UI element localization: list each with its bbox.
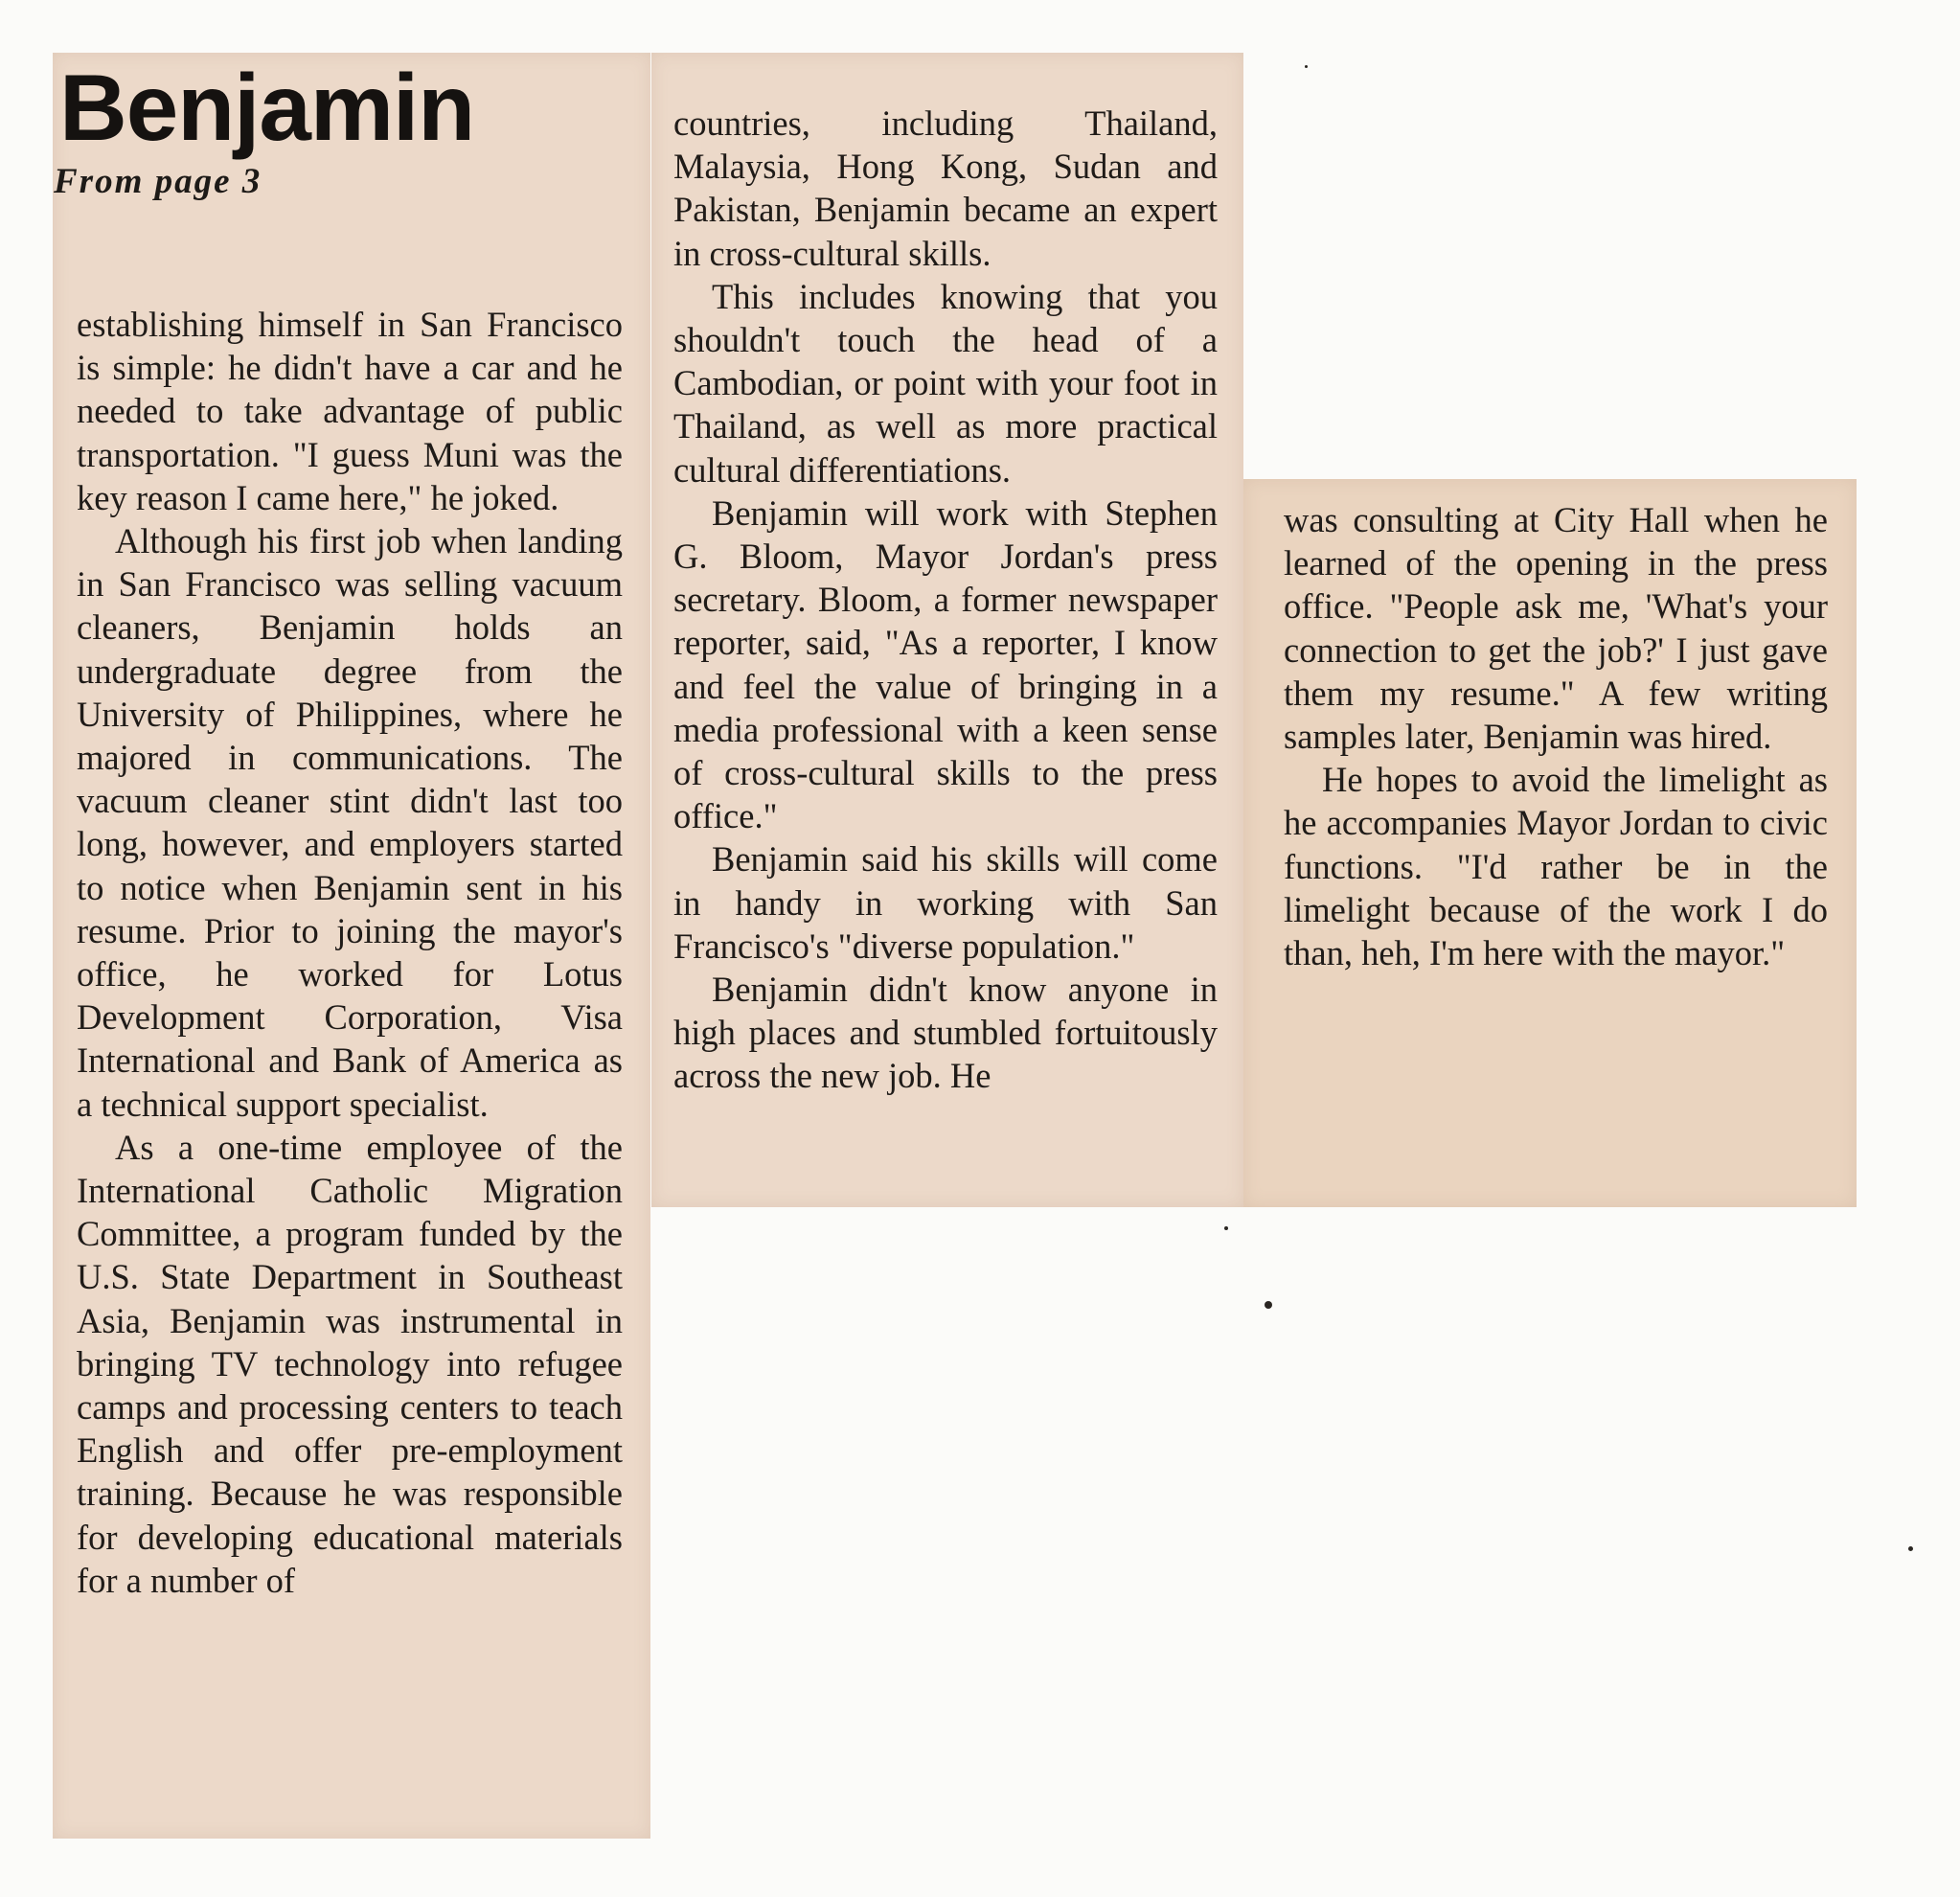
column-2-paragraph-3: Benjamin will work with Stephen G. Bloom, Mayor Jordan's press secretary. Bloom, a former newspaper reporter, said, "As a reporter, I know and feel the value of bringing in a media professional with a keen sense of cross-cultural skills to the press office." [673, 492, 1218, 836]
scan-speck [1265, 1301, 1272, 1309]
column-1-paragraph-3: As a one-time employee of the International Catholic Migration Committee, a program funded by the U.S. State Department in Southeast Asia, Benjamin was instrumental in bringing TV technology into refugee camps and processing centers to teach English and offer pre-employment training. Because he was responsible for developing educational materials for a number of [77, 1127, 623, 1600]
column-2-paragraph-1: countries, including Thailand, Malaysia, Hong Kong, Sudan and Pakistan, Benjamin became an expert in cross-cultural skills. [673, 103, 1218, 273]
article-column-1 [77, 303, 623, 1602]
scan-speck [1908, 1546, 1913, 1551]
jump-line: From page 3 [54, 162, 262, 201]
scan-speck [1305, 65, 1308, 68]
column-2-paragraph-4: Benjamin said his skills will come in handy in working with San Francisco's "diverse population." [673, 839, 1218, 966]
scan-speck [1224, 1226, 1228, 1230]
column-2-paragraph-5: Benjamin didn't know anyone in high places and stumbled fortuitously across the new job. He [673, 970, 1218, 1096]
column-3-paragraph-2: He hopes to avoid the limelight as he accompanies Mayor Jordan to civic functions. "I'd rather be in the limelight because of the work I do than, heh, I'm here with the mayor." [1284, 760, 1828, 973]
article-headline: Benjamin [59, 55, 475, 160]
column-3-paragraph-1: was consulting at City Hall when he learned of the opening in the press office. "People ask me, 'What's your connection to get the job?' I just gave them my resume." A few writing samples later, Benjamin was hired. [1284, 500, 1828, 757]
column-1-paragraph-1: establishing himself in San Francisco is simple: he didn't have a car and he needed to take advantage of public transportation. "I guess Muni was the key reason I came here," he joked. [77, 305, 623, 517]
article-column-3 [1284, 498, 1828, 974]
column-2-paragraph-2: This includes knowing that you shouldn't touch the head of a Cambodian, or point with your foot in Thailand, as well as more practical cultural differentiations. [673, 276, 1218, 490]
article-column-2 [673, 102, 1218, 1098]
column-1-paragraph-2: Although his first job when landing in San Francisco was selling vacuum cleaners, Benjamin holds an undergraduate degree from the University of Philippines, where he majored in communications. The vacuum cleaner stint didn't last too long, however, and employers started to notice when Benjamin sent in his resume. Prior to joining the mayor's office, he worked for Lotus Development Corporation, Visa International and Bank of America as a technical support specialist. [77, 521, 623, 1124]
